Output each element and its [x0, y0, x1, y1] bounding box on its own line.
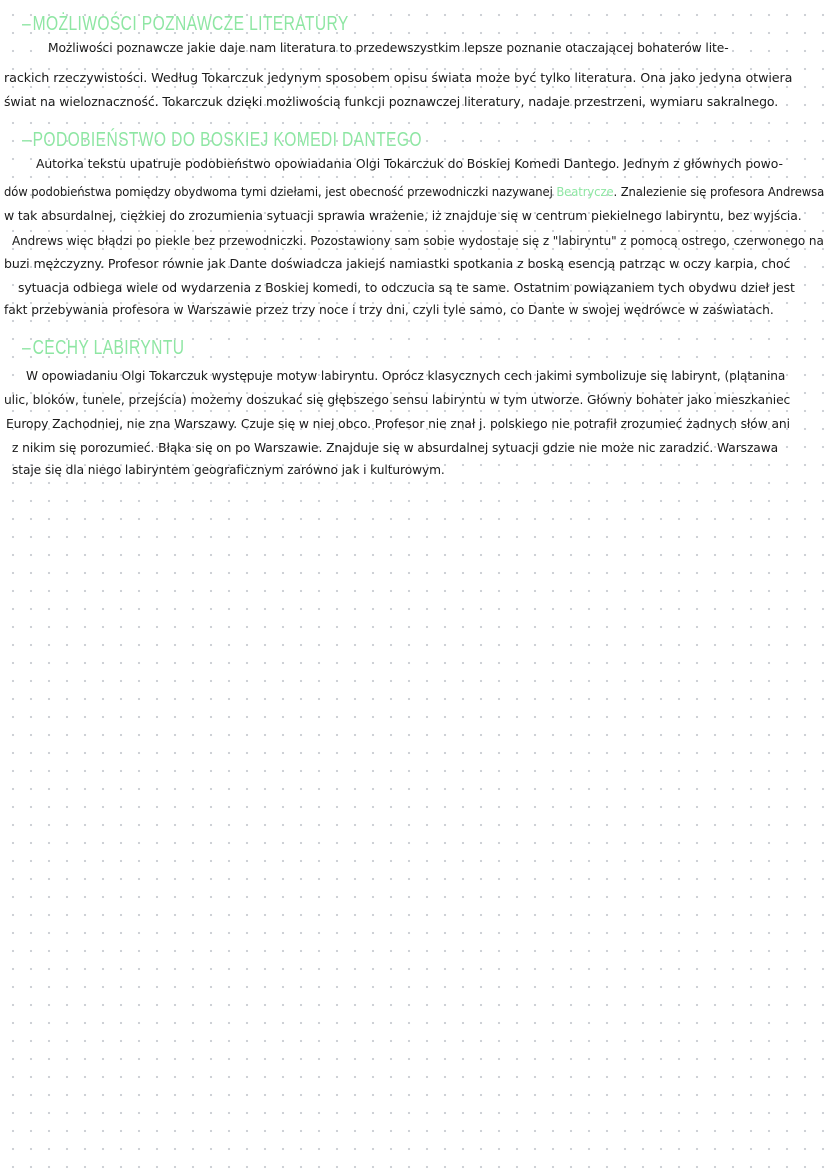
paragraph-line: świat na wieloznaczność. Tokarczuk dzięki możliwością funkcji poznawczej literatury, nadaje przestrzeni, wymiaru sakralnego. [4, 94, 779, 109]
paragraph-line: Andrews więc błądzi po piekle bez przewodniczki. Pozostawiony sam sobie wydostaje się z "labiryntu" z pomocą ostrego, czerwonego na [12, 233, 824, 248]
section-heading [22, 336, 184, 360]
paragraph-line: rackich rzeczywistości. Według Tokarczuk jedynym sposobem opisu świata może być tylko literatura. Ona jako jedyna otwiera [4, 70, 793, 85]
paragraph-line: Europy Zachodniej, nie zna Warszawy. Czuje się w niej obco. Profesor nie znał j. polskiego nie potrafił zrozumieć żadnych słów ani [6, 416, 790, 431]
heading-text: CECHY LABIRYNTU [32, 337, 185, 359]
section-heading [22, 12, 349, 36]
paragraph-line: sytuacja odbiega wiele od wydarzenia z Boskiej komedi, to odczucia są te same. Ostatnim powiązaniem tych obydwu dzieł jest [18, 280, 795, 295]
section-heading [22, 128, 422, 152]
paragraph-line: staje się dla niego labiryntem geograficznym zarówno jak i kulturowym. [12, 462, 445, 477]
paragraph-line: w tak absurdalnej, ciężkiej do zrozumienia sytuacji sprawia wrażenie, iż znajduje się w centrum piekielnego labiryntu, bez wyjścia. [4, 208, 802, 223]
paragraph-line [4, 184, 824, 200]
line-text: dów podobieństwa pomiędzy obydwoma tymi dziełami, jest obecność przewodniczki nazywanej [4, 184, 557, 199]
heading-text: MOŻLIWOŚCI POZNAWCZE LITERATURY [32, 13, 349, 35]
heading-dash: – [22, 13, 32, 35]
line-text: . Znalezienie się profesora Andrewsa [613, 184, 825, 199]
heading-dash: – [22, 337, 32, 359]
paragraph-line: Autorka tekstu upatruje podobieństwo opowiadania Olgi Tokarczuk do Boskiej Komedi Dantego. Jednym z głównych powo- [36, 156, 783, 171]
paragraph-line: W opowiadaniu Olgi Tokarczuk występuje motyw labiryntu. Oprócz klasycznych cech jakimi symbolizuje się labirynt, (plątanina [26, 368, 786, 383]
paragraph-line: buzi mężczyzny. Profesor równie jak Dante doświadcza jakiejś namiastki spotkania z boską esencją patrząc w oczy karpia, choć [4, 256, 791, 271]
paragraph-line: z nikim się porozumieć. Błąka się on po Warszawie. Znajduje się w absurdalnej sytuacji gdzie nie może nic zaradzić. Warszawa [12, 440, 779, 455]
paragraph-line: fakt przebywania profesora w Warszawie przez trzy noce i trzy dni, czyli tyle samo, co Dante w swojej wędrówce w zaświatach. [4, 302, 774, 317]
heading-dash: – [22, 129, 32, 151]
highlighted-name: Beatrycze [556, 184, 614, 199]
heading-text: PODOBIEŃSTWO DO BOSKIEJ KOMEDI DANTEGO [32, 129, 422, 151]
paragraph-line: ulic, bloków, tunele, przejścia) możemy doszukać się głębszego sensu labiryntu w tym utworze. Główny bohater jako mieszkaniec [4, 392, 791, 407]
paragraph-line: Możliwości poznawcze jakie daje nam literatura to przedewszystkim lepsze poznanie otaczającej bohaterów lite- [48, 40, 729, 55]
